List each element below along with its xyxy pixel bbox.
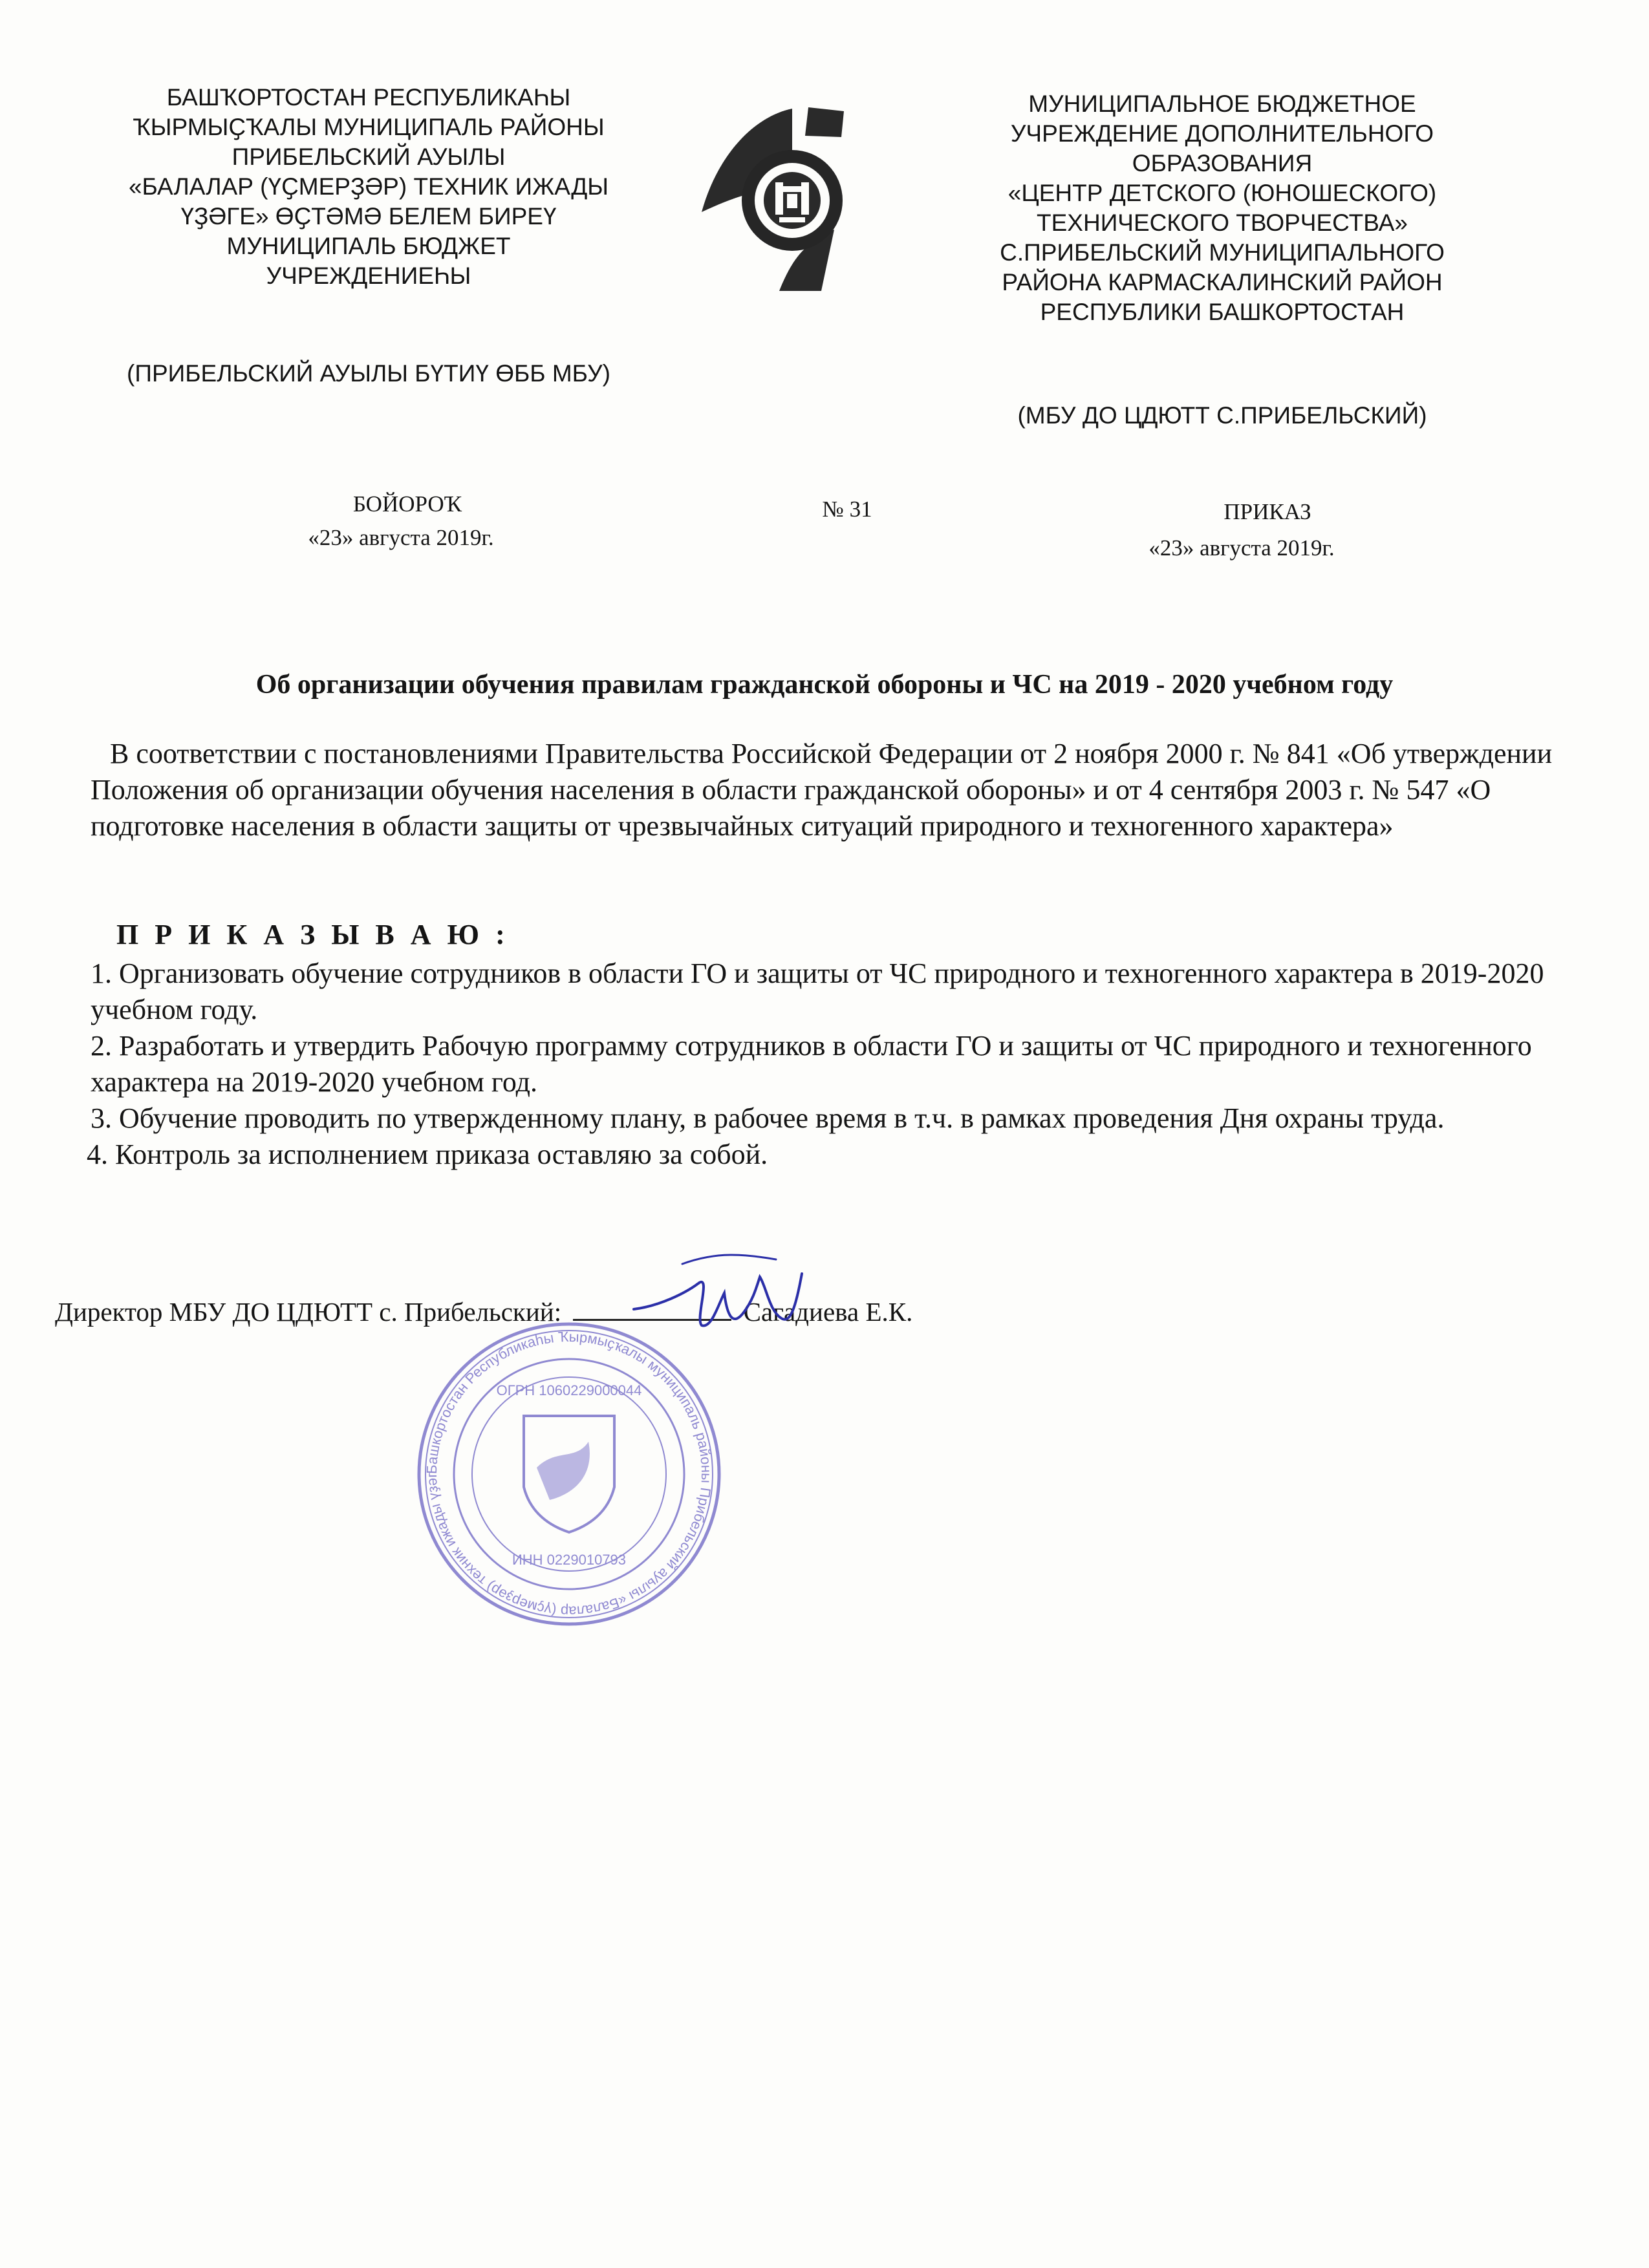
signer-position: Директор МБУ ДО ЦДЮТТ с. Прибельский:: [55, 1297, 562, 1327]
preamble-paragraph: В соответствии с постановлениями Правительства Российской Федерации от 2 ноября 2000 г. № 841 «Об утверждении Положения об организации обучения населения в области гражданской обороны» и от 4 сентября 2003 г. № 547 «О подготовке населения в области защиты от чрезвычайных ситуаций природного и техногенного характера»: [91, 738, 1553, 842]
official-seal: [414, 1319, 724, 1629]
header-right-block: [873, 89, 1571, 327]
header-right-line: РЕСПУБЛИКИ БАШКОРТОСТАН: [1040, 299, 1405, 325]
seal-ring-text: Башкортостан Республикаһы Ҡырмыҫҡалы муниципаль районы Прибельский ауылы «Балалар (үҫмерҙәр) техник ижады үҙәг: [423, 1328, 715, 1620]
doc-date-right: «23» августа 2019г.: [1148, 535, 1335, 561]
doc-date-left: «23» августа 2019г.: [308, 525, 494, 550]
header-left-line: БАШҠОРТОСТАН РЕСПУБЛИКАҺЫ: [166, 84, 571, 111]
header-right-abbreviation: (МБУ ДО ЦДЮТТ С.ПРИБЕЛЬСКИЙ): [1017, 402, 1427, 429]
document-title: Об организации обучения правилам гражданской обороны и ЧС на 2019 - 2020 учебном году: [255, 670, 1394, 700]
header-left-line: «БАЛАЛАР (ҮҪМЕРҘӘР) ТЕХНИК ИЖАДЫ: [128, 173, 609, 200]
header-left-line: ПРИБЕЛЬСКИЙ АУЫЛЫ: [232, 144, 506, 170]
organization-logo-icon: [695, 97, 883, 304]
header-left-line: МУНИЦИПАЛЬ БЮДЖЕТ: [226, 233, 511, 259]
header-right-line: УЧРЕЖДЕНИЕ ДОПОЛНИТЕЛЬНОГО: [1010, 120, 1434, 147]
header-right-line: МУНИЦИПАЛЬНОЕ БЮДЖЕТНОЕ: [1028, 91, 1416, 117]
doc-type-bashkir: БОЙОРОҠ: [352, 491, 462, 517]
order-item: 1. Организовать обучение сотрудников в области ГО и защиты от ЧС природного и техногенного характера в 2019-2020 учебном году.: [91, 957, 1544, 1025]
order-item: 4. Контроль за исполнением приказа оставляю за собой.: [87, 1139, 768, 1170]
header-right-line: ТЕХНИЧЕСКОГО ТВОРЧЕСТВА»: [1037, 209, 1408, 236]
header-left-abbreviation: (ПРИБЕЛЬСКИЙ АУЫЛЫ БҮТИҮ ӨББ МБУ): [127, 360, 610, 387]
seal-ogrn: ОГРН 1060229000044: [496, 1382, 642, 1398]
header-left-line: ҠЫРМЫҪҠАЛЫ МУНИЦИПАЛЬ РАЙОНЫ: [133, 114, 605, 140]
order-heading: П Р И К А З Ы В А Ю :: [116, 919, 510, 950]
header-left-line: УЧРЕЖДЕНИЕҺЫ: [266, 262, 471, 289]
header-right-line: С.ПРИБЕЛЬСКИЙ МУНИЦИПАЛЬНОГО: [1000, 239, 1445, 266]
order-item: 3. Обучение проводить по утвержденному плану, в рабочее время в т.ч. в рамках проведения Дня охраны труда.: [91, 1102, 1445, 1134]
header-right-line: «ЦЕНТР ДЕТСКОГО (ЮНОШЕСКОГО): [1008, 180, 1437, 206]
header-left-line: ҮҘӘГЕ» ӨҪТӘМӘ БЕЛЕМ БИРЕҮ: [180, 203, 557, 230]
seal-inn: ИНН 0229010793: [512, 1552, 627, 1568]
header-right-line: РАЙОНА КАРМАСКАЛИНСКИЙ РАЙОН: [1002, 269, 1443, 295]
header-right-line: ОБРАЗОВАНИЯ: [1132, 150, 1313, 177]
order-items-list: [87, 956, 1578, 1173]
doc-number: № 31: [822, 497, 872, 522]
order-item: 2. Разработать и утвердить Рабочую программу сотрудников в области ГО и защиты от ЧС природного и техногенного характера на 2019-2020 учебном год.: [91, 1030, 1532, 1098]
doc-type-russian: ПРИКАЗ: [1223, 499, 1311, 524]
signer-name: Сагадиева Е.К.: [743, 1297, 913, 1327]
header-left-block: [58, 83, 679, 291]
